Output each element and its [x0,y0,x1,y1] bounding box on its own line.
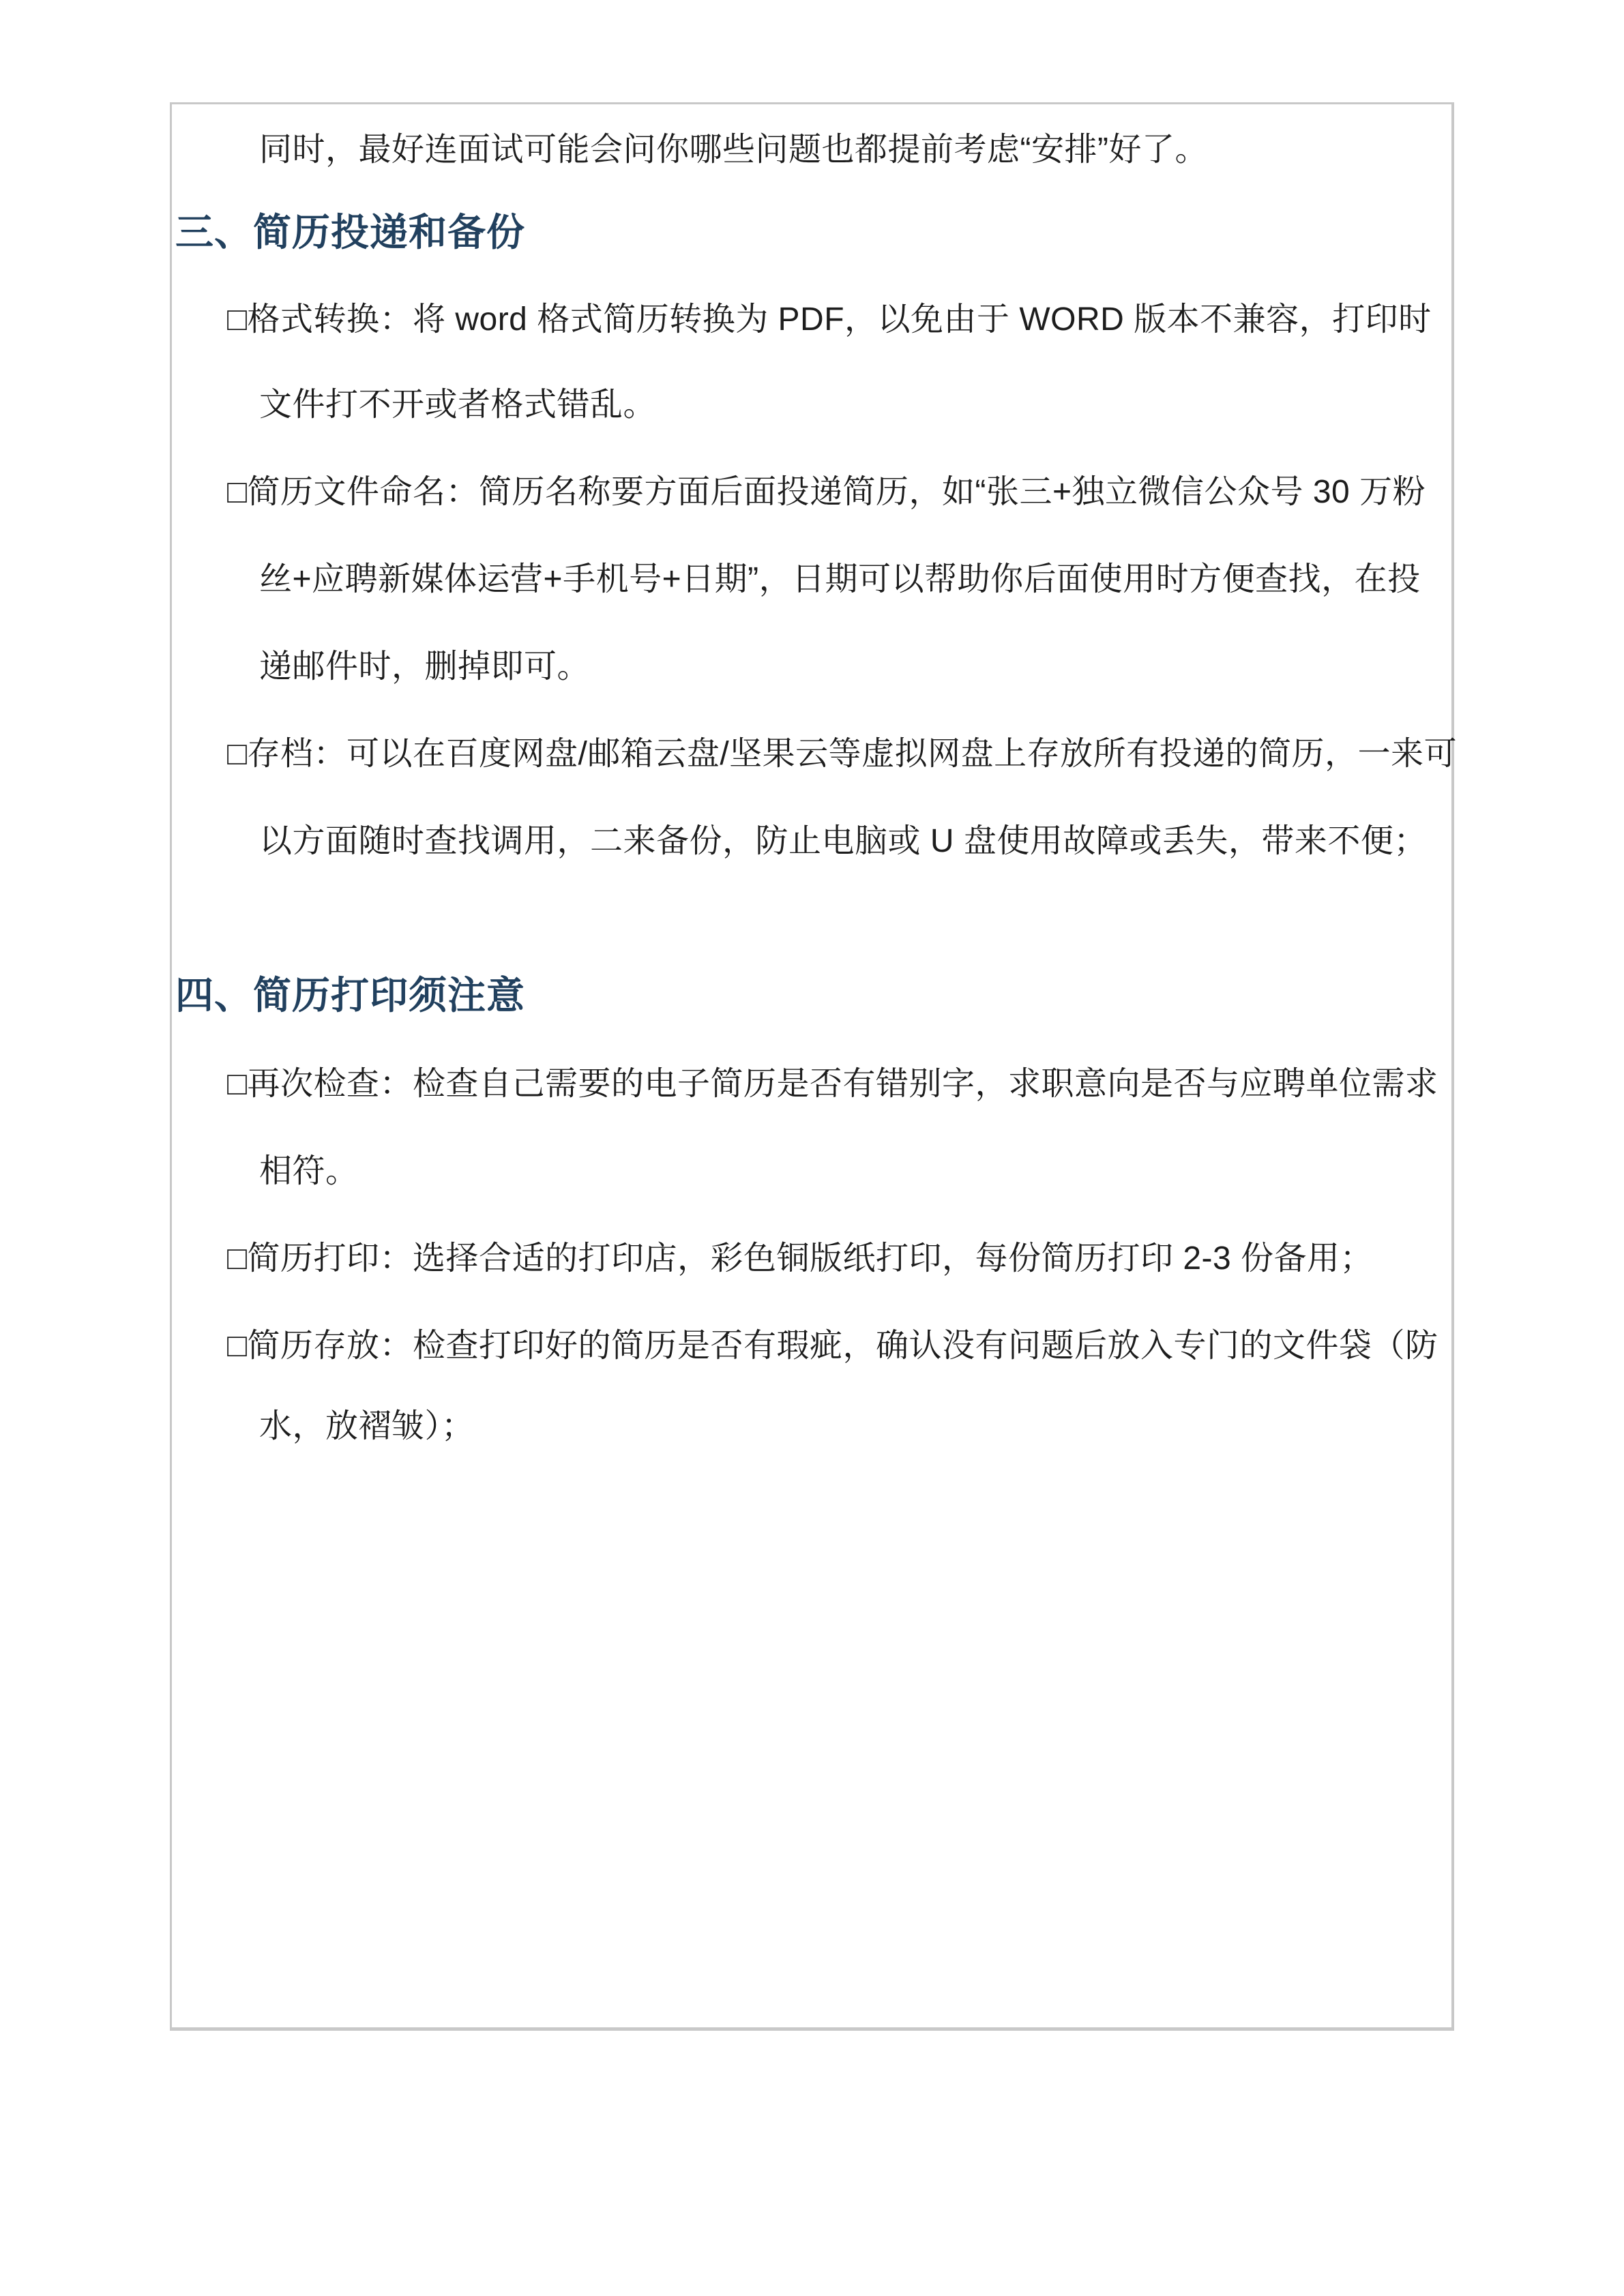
checklist-item-line: □简历打印：选择合适的打印店，彩色铜版纸打印，每份简历打印 2-3 份备用； [227,1240,1374,1277]
checklist-item-line: □存档：可以在百度网盘/邮箱云盘/坚果云等虚拟网盘上存放所有投递的简历，一来可 [227,736,1458,772]
checklist-item-line: □格式转换：将 word 格式简历转换为 PDF，以免由于 WORD 版本不兼容，打印时 [227,301,1432,338]
checklist-item-line: 文件打不开或者格式错乱。 [259,387,657,423]
checklist-item-line: 相符。 [259,1153,359,1189]
checklist-item-line: 丝+应聘新媒体运营+手机号+日期”，日期可以帮助你后面使用时方便查找，在投 [259,561,1421,597]
content-border-box [170,102,1458,2031]
section-heading-3: 三、简历投递和备份 [175,211,525,254]
section-heading-4: 四、简历打印须注意 [175,974,525,1017]
checklist-item-line: 以方面随时查找调用，二来备份，防止电脑或 U 盘使用故障或丢失，带来不便； [259,823,1427,859]
intro-text-line: 同时，最好连面试可能会问你哪些问题也都提前考虑“安排”好了。 [259,132,1208,168]
checklist-item-line: 水，放褶皱）； [259,1408,475,1444]
checklist-item-line: □简历文件命名：简历名称要方面后面投递简历，如“张三+独立微信公众号 30 万粉 [227,474,1426,510]
checklist-item-line: 递邮件时，删掉即可。 [259,648,591,685]
checklist-item-line: □再次检查：检查自己需要的电子简历是否有错别字，求职意向是否与应聘单位需求 [227,1066,1438,1102]
checklist-item-line: □简历存放：检查打印好的简历是否有瑕疵，确认没有问题后放入专门的文件袋（防 [227,1328,1438,1364]
